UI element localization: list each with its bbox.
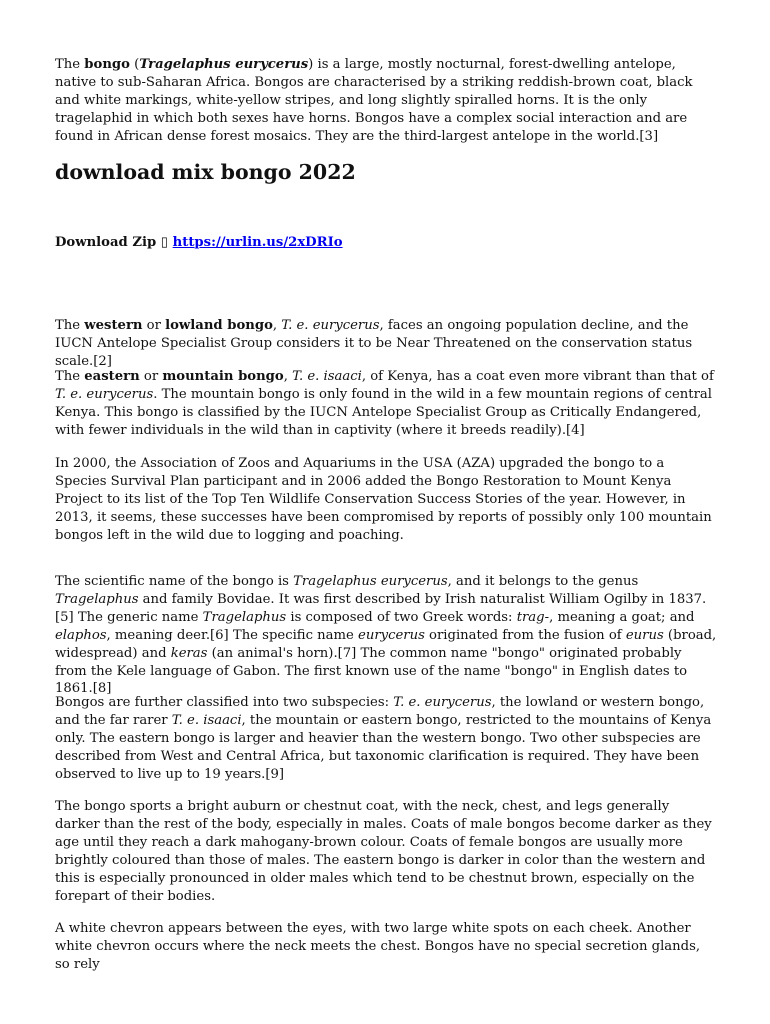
download-link[interactable]: https://urlin.us/2xDRIo <box>172 235 343 250</box>
download-icon: ▯ <box>160 235 169 250</box>
aza-paragraph: In 2000, the Association of Zoos and Aquariums in the USA (AZA) upgraded the bongo to a Species Survival Plan participant and in 2006 added the Bongo Restoration to Mount Kenya Project to its list of the Top Ten Wildlife Conservation Success Stories of the year. However, in 2013, it seems, these successes have been compromised by reports of possibly only 100 mountain bongos left in the wild due to logging and poaching. <box>55 456 712 543</box>
eastern-bongo-paragraph: The eastern or mountain bongo, T. e. isaaci, of Kenya, has a coat even more vibrant than that of T. e. eurycerus. The mountain bongo is only found in the wild in a few mountain regions of central Kenya. This bongo is classified by the IUCN Antelope Specialist Group as Critically Endangered, with fewer individuals in the wild than in captivity (where it breeds readily).[4] <box>55 369 714 438</box>
page-title: download mix bongo 2022 <box>55 160 356 184</box>
coat-paragraph: The bongo sports a bright auburn or chestnut coat, with the neck, chest, and legs generally darker than the rest of the body, especially in males. Coats of male bongos become darker as they age until they reach a dark mahogany-brown colour. Coats of female bongos are usually more brightly coloured than those of males. The eastern bongo is darker in color than the western and this is especially pronounced in older males which tend to be chestnut brown, especially on the forepart of their bodies. <box>55 799 712 904</box>
download-line <box>55 234 717 252</box>
chevron-paragraph: A white chevron appears between the eyes, with two large white spots on each cheek. Another white chevron occurs where the neck meets the chest. Bongos have no special secretion glands, so rely <box>55 921 701 972</box>
scientific-name-paragraph: The scientific name of the bongo is Tragelaphus eurycerus, and it belongs to the genus Tragelaphus and family Bovidae. It was first described by Irish naturalist William Ogilby in 1837.[5] The generic name Tragelaphus is composed of two Greek words: trag-, meaning a goat; and elaphos, meaning deer.[6] The specific name eurycerus originated from the fusion of eurus (broad, widespread) and keras (an animal's horn).[7] The common name "bongo" originated probably from the Kele language of Gabon. The first known use of the name "bongo" in English dates to 1861.[8] <box>55 574 717 697</box>
download-label: Download Zip <box>55 235 157 250</box>
western-bongo-paragraph: The western or lowland bongo, T. e. eurycerus, faces an ongoing population decline, and the IUCN Antelope Specialist Group considers it to be Near Threatened on the conservation status scale.[2] <box>55 318 693 369</box>
subspecies-paragraph: Bongos are further classified into two subspecies: T. e. eurycerus, the lowland or western bongo, and the far rarer T. e. isaaci, the mountain or eastern bongo, restricted to the mountains of Kenya only. The eastern bongo is larger and heavier than the western bongo. Two other subspecies are described from West and Central Africa, but taxonomic clarification is required. They have been observed to live up to 19 years.[9] <box>55 695 712 782</box>
intro-paragraph: The bongo (Tragelaphus eurycerus) is a large, mostly nocturnal, forest-dwelling antelope, native to sub-Saharan Africa. Bongos are characterised by a striking reddish-brown coat, black and white markings, white-yellow stripes, and long slightly spiralled horns. It is the only tragelaphid in which both sexes have horns. Bongos have a complex social interaction and are found in African dense forest mosaics. They are the third-largest antelope in the world.[3] <box>55 57 693 144</box>
